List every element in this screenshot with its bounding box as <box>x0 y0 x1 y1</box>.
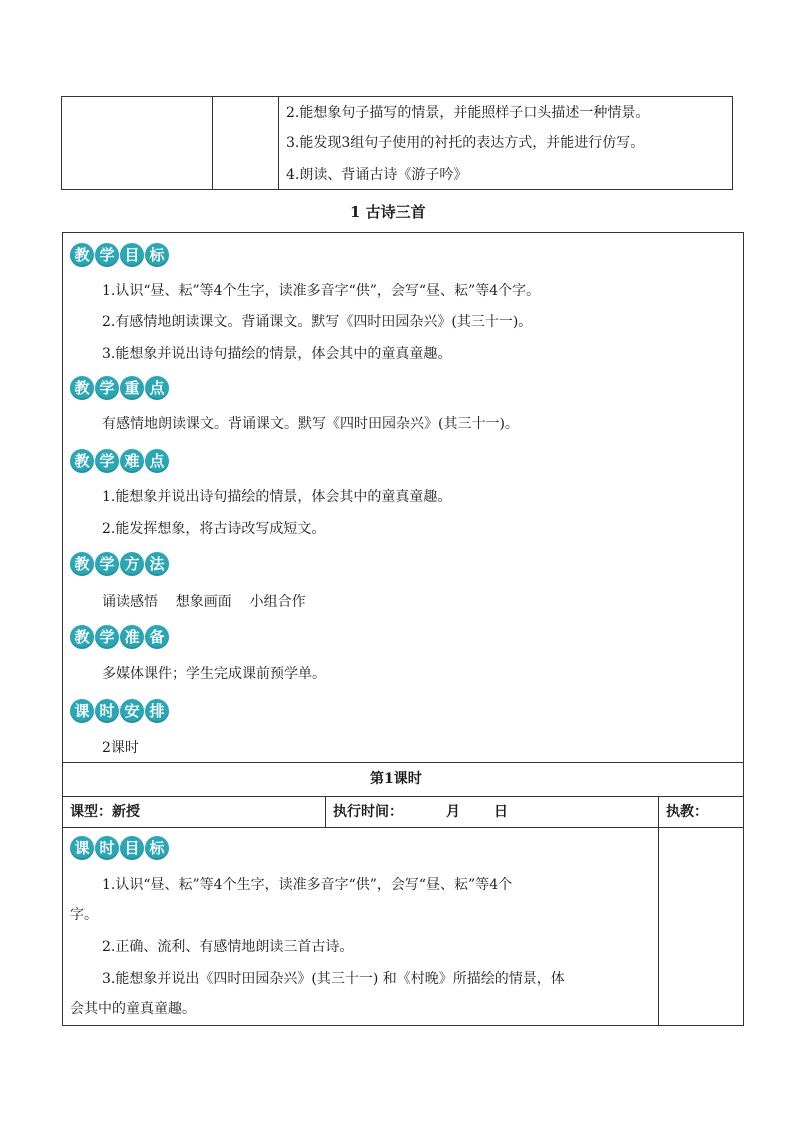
heading-char: 法 <box>145 552 169 576</box>
heading-char: 课 <box>70 699 94 723</box>
section-heading-preparation <box>70 625 169 651</box>
execution-month: 月 <box>446 804 460 820</box>
heading-char: 准 <box>120 625 144 649</box>
schedule-line: 2课时 <box>102 740 139 756</box>
heading-char: 学 <box>95 449 119 473</box>
heading-char: 教 <box>70 552 94 576</box>
lesson-type: 课型：新授 <box>70 804 140 820</box>
heading-char: 教 <box>70 449 94 473</box>
period-title: 第1课时 <box>370 771 422 787</box>
section-heading-schedule <box>70 699 169 725</box>
heading-char: 时 <box>95 836 119 860</box>
execution-time-label: 执行时间： <box>333 804 403 820</box>
period-goal-line-2: 2.正确、流利、有感情地朗读三首古诗。 <box>102 939 354 955</box>
heading-char: 点 <box>145 376 169 400</box>
heading-char: 重 <box>120 376 144 400</box>
heading-char: 难 <box>120 449 144 473</box>
heading-char: 点 <box>145 449 169 473</box>
period-goal-line-3b: 会其中的童真童趣。 <box>70 1001 196 1017</box>
heading-char: 安 <box>120 699 144 723</box>
section-heading-difficulties <box>70 449 169 475</box>
goal-line-1: 1.认识“昼、耘”等4个生字，读准多音字“供”，会写“昼、耘”等4个字。 <box>102 283 541 299</box>
heading-char: 备 <box>145 625 169 649</box>
heading-char: 标 <box>145 243 169 267</box>
top-item-2: 2.能想象句子描写的情景，并能照样子口头描述一种情景。 <box>286 105 650 121</box>
heading-char: 学 <box>95 552 119 576</box>
difficulty-line-2: 2.能发挥想象，将古诗改写成短文。 <box>102 521 326 537</box>
heading-char: 排 <box>145 699 169 723</box>
section-heading-period-goals <box>70 836 169 862</box>
heading-char: 教 <box>70 625 94 649</box>
heading-char: 学 <box>95 625 119 649</box>
goal-line-2: 2.有感情地朗读课文。背诵课文。默写《四时田园杂兴》(其三十一)。 <box>102 314 533 330</box>
key-point-line: 有感情地朗读课文。背诵课文。默写《四时田园杂兴》(其三十一)。 <box>102 416 519 432</box>
preparation-line: 多媒体课件；学生完成课前预学单。 <box>102 666 326 682</box>
heading-char: 教 <box>70 243 94 267</box>
top-item-3: 3.能发现3组句子使用的衬托的表达方式，并能进行仿写。 <box>286 135 645 151</box>
period-goal-line-3: 3.能想象并说出《四时田园杂兴》(其三十一) 和《村晚》所描绘的情景，体 <box>102 971 565 987</box>
heading-char: 目 <box>120 836 144 860</box>
heading-char: 教 <box>70 376 94 400</box>
heading-char: 学 <box>95 376 119 400</box>
teacher-label: 执教： <box>666 804 708 820</box>
section-heading-key-points <box>70 376 169 402</box>
difficulty-line-1: 1.能想象并说出诗句描绘的情景，体会其中的童真童趣。 <box>102 489 452 505</box>
period-goal-line-1b: 字。 <box>70 907 98 923</box>
top-item-4: 4.朗读、背诵古诗《游子吟》 <box>286 167 468 183</box>
lesson-title: 1 古诗三首 <box>350 203 426 221</box>
heading-char: 方 <box>120 552 144 576</box>
heading-char: 学 <box>95 243 119 267</box>
section-heading-methods <box>70 552 169 578</box>
execution-day: 日 <box>494 804 508 820</box>
heading-char: 目 <box>120 243 144 267</box>
heading-char: 时 <box>95 699 119 723</box>
methods-line: 诵读感悟 想象画面 小组合作 <box>102 594 306 610</box>
section-heading-teaching-goals <box>70 243 169 269</box>
goal-line-3: 3.能想象并说出诗句描绘的情景，体会其中的童真童趣。 <box>102 346 452 362</box>
heading-char: 标 <box>145 836 169 860</box>
period-goal-line-1: 1.认识“昼、耘”等4个生字，读准多音字“供”，会写“昼、耘”等4个 <box>102 877 513 893</box>
heading-char: 课 <box>70 836 94 860</box>
